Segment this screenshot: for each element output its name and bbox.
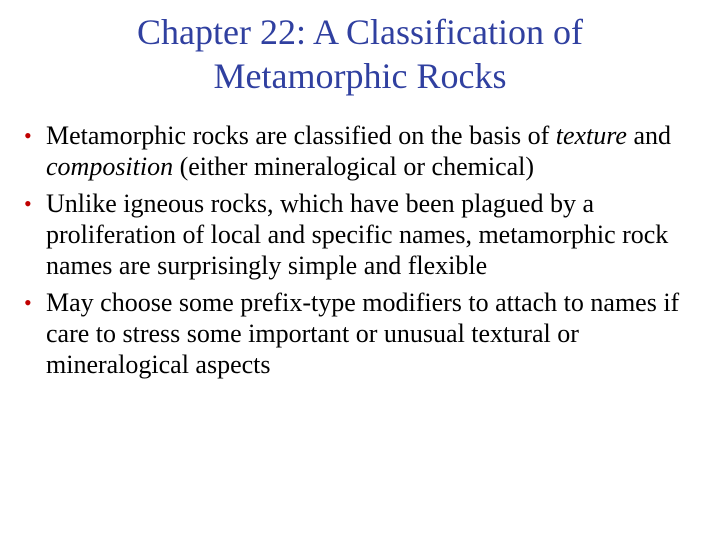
slide-title	[0, 10, 720, 98]
title-line-1: Chapter 22: A Classification of	[137, 12, 583, 52]
bullet-text: (either mineralogical or chemical)	[173, 152, 535, 181]
bullet-text: Metamorphic rocks are classified on the basis of	[46, 121, 556, 150]
title-line-2: Metamorphic Rocks	[213, 56, 507, 96]
bullet-text: and	[626, 121, 672, 150]
bullet-emphasis-texture: texture	[555, 121, 627, 150]
bullet-marker: •	[24, 191, 32, 216]
bullet-item-igneous-comparison	[24, 188, 704, 281]
bullet-item-prefix-modifiers	[24, 287, 704, 380]
bullet-text: Unlike igneous rocks, which have been plagued by a proliferation of local and specific names, metamorphic rock names are surprisingly simple and flexible	[46, 189, 669, 280]
bullet-text: May choose some prefix-type modifiers to attach to names if care to stress some important or unusual textural or mineralogical aspects	[46, 288, 680, 379]
bullet-list	[24, 120, 704, 386]
bullet-marker: •	[24, 290, 32, 315]
bullet-emphasis-composition: composition	[46, 152, 174, 181]
bullet-marker: •	[24, 123, 32, 148]
bullet-item-classification	[24, 120, 704, 182]
